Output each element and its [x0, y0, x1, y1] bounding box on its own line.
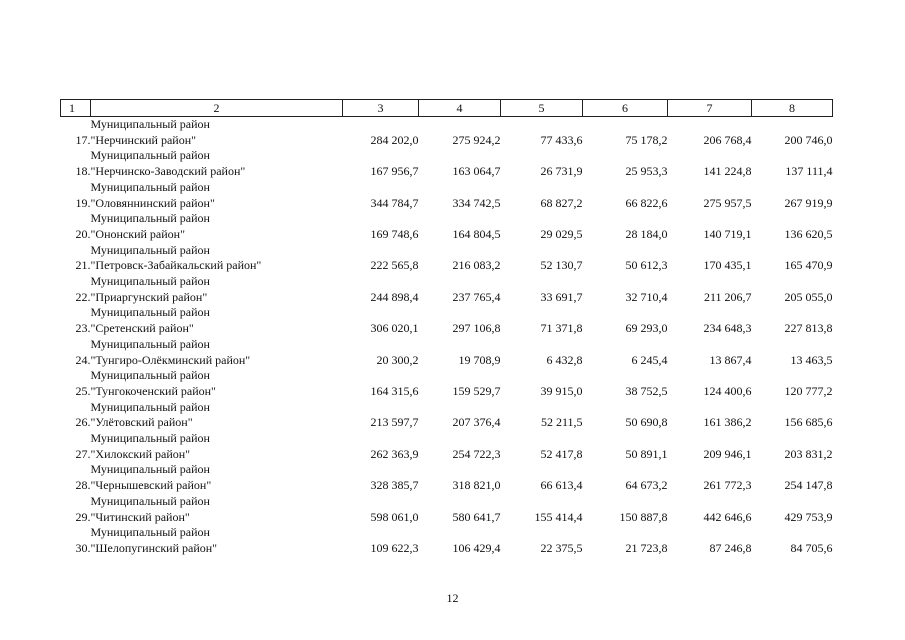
value-cell-c3: 167 956,7: [370, 164, 419, 179]
district-name-label: "Чернышевский район": [90, 478, 212, 493]
table-row: [61, 148, 833, 179]
value-cell-c6: 75 178,2: [625, 132, 668, 147]
value-cell-c8: 13 463,5: [790, 352, 833, 367]
value-cell-c8: 165 470,9: [784, 258, 833, 273]
table-row: [61, 305, 833, 336]
value-cell-c6: 25 953,3: [625, 164, 668, 179]
district-type-label: Муниципальный район: [90, 305, 210, 320]
district-name-cell: [91, 274, 343, 305]
district-type-label: Муниципальный район: [90, 431, 210, 446]
district-name-label: "Нерчинско-Заводский район": [90, 164, 246, 179]
table-row: [61, 462, 833, 493]
table-row: [61, 337, 833, 368]
district-name-label: "Сретенский район": [90, 321, 194, 336]
table-row: [61, 368, 833, 399]
value-cell-c8: 137 111,4: [785, 164, 833, 179]
table-header-row: [61, 100, 833, 117]
district-name-cell: [91, 431, 343, 462]
value-cell-c3: 306 020,1: [370, 321, 419, 336]
value-cell-c8: 156 685,6: [784, 415, 833, 430]
value-cell-c7: 87 246,8: [709, 540, 752, 555]
district-name-label: "Улётовский район": [90, 415, 193, 430]
value-cell-c4: 207 376,4: [452, 415, 501, 430]
district-type-label: Муниципальный район: [90, 274, 210, 289]
table-row: [61, 494, 833, 525]
value-cell-c6: 69 293,0: [625, 321, 668, 336]
district-name-cell: [91, 305, 343, 336]
row-index: 25.: [75, 383, 91, 398]
value-cell-c8: 203 831,2: [784, 446, 833, 461]
row-index: 27.: [75, 446, 91, 461]
value-cell-c7: 275 957,5: [703, 195, 752, 210]
value-cell-c8: 136 620,5: [784, 226, 833, 241]
value-cell-c4: 159 529,7: [452, 383, 501, 398]
value-cell-c4: 237 765,4: [452, 289, 501, 304]
column-header: 8: [752, 100, 833, 117]
value-cell-c6: 50 891,1: [625, 446, 668, 461]
value-cell-c4: 19 708,9: [458, 352, 501, 367]
row-index: 29.: [75, 509, 91, 524]
district-name-label: "Хилокский район": [90, 446, 191, 461]
value-cell-c7: 124 400,6: [703, 383, 752, 398]
value-cell-c8: 84 705,6: [790, 540, 833, 555]
district-type-label: Муниципальный район: [90, 242, 210, 257]
district-name-label: "Тунгокоченский район": [90, 383, 216, 398]
district-name-label: "Шелопугинский район": [90, 540, 218, 555]
value-cell-c3: 109 622,3: [370, 540, 419, 555]
value-cell-c3: 169 748,6: [370, 226, 419, 241]
value-cell-c4: 216 083,2: [452, 258, 501, 273]
row-index: 19.: [75, 195, 91, 210]
table-row: [61, 431, 833, 462]
value-cell-c6: 50 690,8: [625, 415, 668, 430]
column-header: 5: [501, 100, 583, 117]
value-cell-c7: 442 646,6: [703, 509, 752, 524]
value-cell-c3: 344 784,7: [370, 195, 419, 210]
district-name-cell: [91, 400, 343, 431]
district-type-label: Муниципальный район: [90, 399, 210, 414]
district-name-label: "Приаргунский район": [90, 289, 208, 304]
table-row: [61, 400, 833, 431]
table-row: [61, 180, 833, 211]
value-cell-c7: 161 386,2: [703, 415, 752, 430]
column-header: 2: [91, 100, 343, 117]
row-index: 30.: [75, 540, 91, 555]
district-name-cell: [91, 525, 343, 556]
district-name-cell: [91, 243, 343, 274]
district-name-cell: [91, 368, 343, 399]
district-type-label: Муниципальный район: [90, 525, 210, 540]
row-index: 22.: [75, 289, 91, 304]
value-cell-c8: 205 055,0: [784, 289, 833, 304]
value-cell-c3: 20 300,2: [376, 352, 419, 367]
value-cell-c4: 297 106,8: [452, 321, 501, 336]
district-type-label: Муниципальный район: [90, 211, 210, 226]
value-cell-c5: 66 613,4: [540, 478, 583, 493]
value-cell-c6: 66 822,6: [625, 195, 668, 210]
value-cell-c5: 77 433,6: [540, 132, 583, 147]
district-name-cell: [91, 462, 343, 493]
column-header: 7: [668, 100, 752, 117]
value-cell-c3: 328 385,7: [370, 478, 419, 493]
value-cell-c6: 21 723,8: [625, 540, 668, 555]
district-name-label: "Ононский район": [90, 226, 185, 241]
district-type-label: Муниципальный район: [90, 179, 210, 194]
row-index: 23.: [75, 321, 91, 336]
table-row: [61, 525, 833, 556]
column-header: 1: [61, 100, 91, 117]
value-cell-c5: 52 130,7: [540, 258, 583, 273]
value-cell-c5: 6 432,8: [546, 352, 583, 367]
value-cell-c7: 209 946,1: [703, 446, 752, 461]
value-cell-c4: 254 722,3: [452, 446, 501, 461]
table-row: [61, 211, 833, 242]
row-index: 28.: [75, 478, 91, 493]
district-name-cell: [91, 211, 343, 242]
table-row: [61, 243, 833, 274]
value-cell-c7: 211 206,7: [703, 289, 752, 304]
value-cell-c3: 164 315,6: [370, 383, 419, 398]
row-index: 20.: [75, 226, 91, 241]
row-index: 17.: [75, 132, 91, 147]
value-cell-c4: 318 821,0: [452, 478, 501, 493]
value-cell-c3: 222 565,8: [370, 258, 419, 273]
page-number: 12: [446, 591, 459, 605]
value-cell-c5: 68 827,2: [540, 195, 583, 210]
column-header: 4: [419, 100, 501, 117]
value-cell-c5: 71 371,8: [540, 321, 583, 336]
district-name-cell: [91, 337, 343, 368]
value-cell-c8: 227 813,8: [784, 321, 833, 336]
value-cell-c5: 22 375,5: [540, 540, 583, 555]
value-cell-c4: 580 641,7: [452, 509, 501, 524]
value-cell-c4: 334 742,5: [452, 195, 501, 210]
budget-table: [60, 99, 833, 557]
row-index: 18.: [75, 164, 91, 179]
column-header: 6: [583, 100, 668, 117]
district-type-label: Муниципальный район: [90, 368, 210, 383]
district-name-label: "Читинский район": [90, 509, 190, 524]
value-cell-c3: 244 898,4: [370, 289, 419, 304]
value-cell-c8: 429 753,9: [784, 509, 833, 524]
value-cell-c6: 28 184,0: [625, 226, 668, 241]
value-cell-c6: 150 887,8: [619, 509, 668, 524]
value-cell-c3: 598 061,0: [370, 509, 419, 524]
value-cell-c4: 106 429,4: [452, 540, 501, 555]
district-name-label: "Тунгиро-Олёкминский район": [90, 352, 251, 367]
district-name-label: "Нерчинский район": [90, 132, 197, 147]
district-name-cell: [91, 117, 343, 149]
value-cell-c7: 140 719,1: [703, 226, 752, 241]
district-type-label: Муниципальный район: [90, 462, 210, 477]
value-cell-c4: 275 924,2: [452, 132, 501, 147]
district-type-label: Муниципальный район: [90, 336, 210, 351]
value-cell-c6: 50 612,3: [625, 258, 668, 273]
row-index: 24.: [75, 352, 91, 367]
value-cell-c8: 200 746,0: [784, 132, 833, 147]
value-cell-c7: 261 772,3: [703, 478, 752, 493]
value-cell-c5: 33 691,7: [540, 289, 583, 304]
value-cell-c4: 164 804,5: [452, 226, 501, 241]
district-name-label: "Оловяннинский район": [90, 195, 215, 210]
value-cell-c7: 206 768,4: [703, 132, 752, 147]
value-cell-c4: 163 064,7: [452, 164, 501, 179]
row-index: 26.: [75, 415, 91, 430]
value-cell-c5: 155 414,4: [534, 509, 583, 524]
district-name-label: "Петровск-Забайкальский район": [90, 258, 262, 273]
table-row: [61, 117, 833, 149]
district-name-cell: [91, 148, 343, 179]
value-cell-c6: 64 673,2: [625, 478, 668, 493]
table-body: [61, 117, 833, 557]
district-type-label: Муниципальный район: [90, 117, 210, 131]
table-row: [61, 274, 833, 305]
value-cell-c7: 13 867,4: [709, 352, 752, 367]
value-cell-c7: 170 435,1: [703, 258, 752, 273]
district-type-label: Муниципальный район: [90, 148, 210, 163]
value-cell-c6: 32 710,4: [625, 289, 668, 304]
column-header: 3: [343, 100, 419, 117]
row-index: 21.: [75, 258, 91, 273]
value-cell-c7: 234 648,3: [703, 321, 752, 336]
district-type-label: Муниципальный район: [90, 493, 210, 508]
value-cell-c8: 120 777,2: [784, 383, 833, 398]
value-cell-c3: 262 363,9: [370, 446, 419, 461]
district-name-cell: [91, 494, 343, 525]
value-cell-c5: 29 029,5: [540, 226, 583, 241]
value-cell-c3: 284 202,0: [370, 132, 419, 147]
value-cell-c3: 213 597,7: [370, 415, 419, 430]
value-cell-c5: 39 915,0: [540, 383, 583, 398]
value-cell-c5: 26 731,9: [540, 164, 583, 179]
value-cell-c5: 52 417,8: [540, 446, 583, 461]
value-cell-c8: 254 147,8: [784, 478, 833, 493]
district-name-cell: [91, 180, 343, 211]
value-cell-c8: 267 919,9: [784, 195, 833, 210]
value-cell-c7: 141 224,8: [703, 164, 752, 179]
value-cell-c6: 6 245,4: [631, 352, 668, 367]
value-cell-c6: 38 752,5: [625, 383, 668, 398]
value-cell-c5: 52 211,5: [540, 415, 583, 430]
